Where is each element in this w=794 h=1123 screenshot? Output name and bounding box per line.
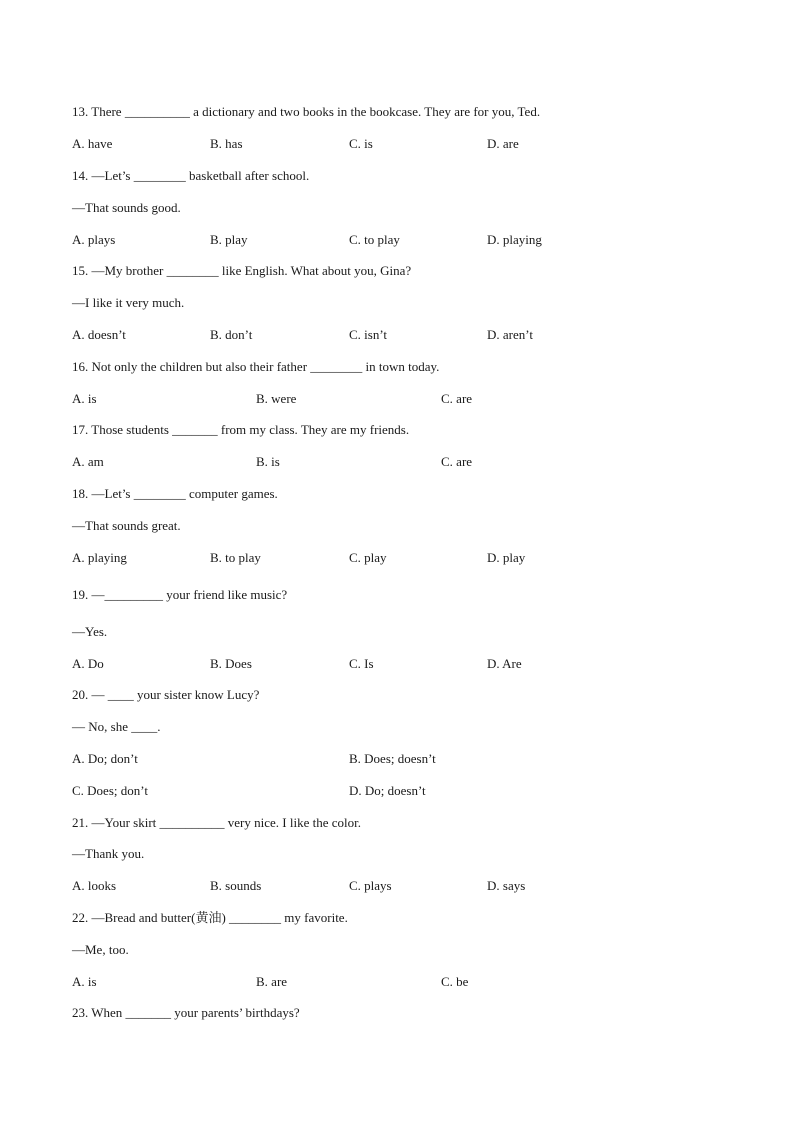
answer-option: A. playing	[72, 550, 127, 565]
answer-option: B. Does	[210, 656, 252, 671]
answer-option: B. is	[256, 454, 280, 469]
answer-option: A. is	[72, 391, 97, 406]
question-stem: 23. When _______ your parents’ birthdays?	[72, 1005, 300, 1020]
answer-option: C. isn’t	[349, 327, 388, 342]
answer-option: B. play	[210, 232, 248, 247]
question-stem: 14. —Let’s ________ basketball after school.	[72, 168, 310, 183]
answer-option: B. were	[256, 391, 297, 406]
answer-option: B. Does; doesn’t	[349, 751, 436, 766]
answer-option: B. to play	[210, 550, 261, 565]
dialogue-line: —That sounds great.	[72, 518, 181, 533]
dialogue-line: —Yes.	[72, 624, 108, 639]
answer-option: D. play	[487, 550, 526, 565]
answer-option: D. aren’t	[487, 327, 533, 342]
answer-option: C. Is	[349, 656, 374, 671]
answer-option: A. am	[72, 454, 104, 469]
answer-option: B. sounds	[210, 878, 262, 893]
answer-option: D. says	[487, 878, 526, 893]
dialogue-line: — No, she ____.	[72, 719, 161, 734]
answer-option: C. be	[441, 974, 469, 989]
answer-option: D. Do; doesn’t	[349, 783, 426, 798]
question-stem: 13. There __________ a dictionary and two books in the bookcase. They are for you, Ted.	[72, 104, 541, 119]
answer-option: C. plays	[349, 878, 392, 893]
dialogue-line: —That sounds good.	[72, 200, 181, 215]
question-stem: 21. —Your skirt __________ very nice. I like the color.	[72, 815, 361, 830]
question-stem: 16. Not only the children but also their father ________ in town today.	[72, 359, 440, 374]
answer-option: B. don’t	[210, 327, 253, 342]
dialogue-line: —Me, too.	[72, 942, 129, 957]
dialogue-line: —Thank you.	[72, 846, 145, 861]
question-stem: 15. —My brother ________ like English. What about you, Gina?	[72, 263, 412, 278]
question-stem: 22. —Bread and butter(黄油) ________ my favorite.	[72, 910, 348, 925]
answer-option: A. Do	[72, 656, 104, 671]
answer-option: C. are	[441, 454, 473, 469]
answer-option: C. is	[349, 136, 373, 151]
answer-option: C. to play	[349, 232, 400, 247]
question-stem: 20. — ____ your sister know Lucy?	[72, 687, 260, 702]
answer-option: A. plays	[72, 232, 116, 247]
answer-option: C. are	[441, 391, 473, 406]
answer-option: A. looks	[72, 878, 117, 893]
answer-option: A. have	[72, 136, 113, 151]
question-stem: 18. —Let’s ________ computer games.	[72, 486, 278, 501]
answer-option: A. Do; don’t	[72, 751, 138, 766]
answer-option: C. play	[349, 550, 387, 565]
question-stem: 19. —_________ your friend like music?	[72, 587, 288, 602]
answer-option: D. Are	[487, 656, 522, 671]
dialogue-line: —I like it very much.	[72, 295, 185, 310]
answer-option: A. is	[72, 974, 97, 989]
answer-option: D. playing	[487, 232, 542, 247]
answer-option: D. are	[487, 136, 519, 151]
answer-option: B. are	[256, 974, 288, 989]
answer-option: B. has	[210, 136, 243, 151]
answer-option: C. Does; don’t	[72, 783, 148, 798]
question-stem: 17. Those students _______ from my class. They are my friends.	[72, 422, 410, 437]
answer-option: A. doesn’t	[72, 327, 126, 342]
